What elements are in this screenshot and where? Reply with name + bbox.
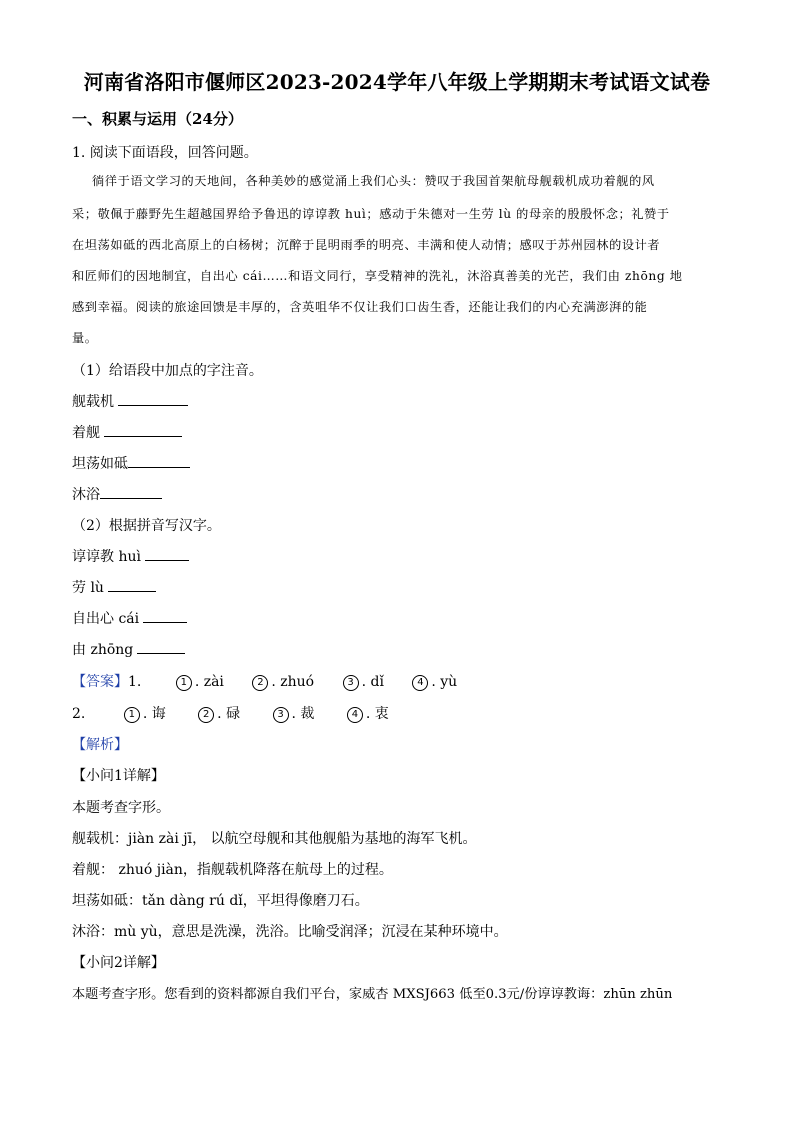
detail-line: 舰载机：jiàn zài jī， 以航空母舰和其他舰船为基地的海军飞机。 xyxy=(72,831,477,847)
answer-item xyxy=(252,674,314,691)
fill-item-label: 沐浴 xyxy=(72,487,100,503)
detail-heading-1: 【小问1详解】 xyxy=(72,768,165,784)
passage-line: 采；敬佩于藤野先生超越国界给予鲁迅的谆谆教 huì；感动于朱德对一生劳 lù 的母亲的殷殷怀念；礼赞于 xyxy=(72,207,670,221)
fill-item xyxy=(72,422,182,442)
detail-heading-2: 【小问2详解】 xyxy=(72,955,165,971)
analysis-label: 【解析】 xyxy=(72,737,128,753)
answer-number: 1. xyxy=(128,674,142,690)
fill-item xyxy=(72,453,190,473)
answer-blank[interactable] xyxy=(100,485,162,499)
fill-item xyxy=(72,484,162,504)
circled-number: 2 xyxy=(252,675,268,691)
question-stem: 1. 阅读下面语段，回答问题。 xyxy=(72,145,258,161)
answer-blank[interactable] xyxy=(108,578,156,592)
fill-item xyxy=(72,608,187,628)
answer-text: . zhuó xyxy=(271,674,315,690)
answer-text: . 碌 xyxy=(217,706,241,722)
answer-blank[interactable] xyxy=(145,547,189,561)
passage-line: 和匠师们的因地制宜，自出心 cái……和语文同行，享受精神的洗礼，沐浴真善美的光芒，我们由 zhōng 地 xyxy=(72,269,683,283)
answer-item xyxy=(347,703,389,723)
answer-item xyxy=(343,674,384,691)
subquestion-1: （1）给语段中加点的字注音。 xyxy=(72,363,263,379)
page-title: 河南省洛阳市偃师区2023-2024学年八年级上学期期末考试语文试卷 xyxy=(83,70,711,94)
passage-line: 量。 xyxy=(72,331,98,345)
circled-number: 1 xyxy=(124,707,140,723)
fill-item-label: 着舰 xyxy=(72,425,100,441)
detail-intro: 本题考查字形。您看到的资料都源自我们平台，家威杏 MXSJ663 低至0.3元/份谆谆教诲：zhūn zhūn xyxy=(72,987,673,1002)
answer-text: . zài xyxy=(194,674,224,690)
answer-blank[interactable] xyxy=(118,392,188,406)
detail-line: 着舰： zhuó jiàn，指舰载机降落在航母上的过程。 xyxy=(72,862,393,878)
passage-line: 在坦荡如砥的西北高原上的白杨树；沉醉于昆明雨季的明亮、丰满和使人动情；感叹于苏州园林的设计者 xyxy=(72,238,661,252)
circled-number: 2 xyxy=(198,707,214,723)
fill-item-label: 谆谆教 huì xyxy=(72,549,141,565)
answer-text: . 裁 xyxy=(291,706,315,722)
answer-blank[interactable] xyxy=(128,454,190,468)
fill-item-label: 劳 lù xyxy=(72,580,104,596)
answer-item xyxy=(273,703,315,723)
fill-item xyxy=(72,391,188,411)
fill-item-label: 由 zhōng xyxy=(72,642,134,658)
answer-blank[interactable] xyxy=(104,423,182,437)
detail-intro: 本题考查字形。 xyxy=(72,800,170,816)
answer-item xyxy=(412,674,457,691)
answer-number: 2. xyxy=(72,706,86,722)
fill-item xyxy=(72,546,189,566)
fill-item xyxy=(72,577,156,597)
circled-number: 1 xyxy=(176,675,192,691)
answer-text: . 诲 xyxy=(142,706,166,722)
answer-item xyxy=(176,674,224,691)
answer-row-1 xyxy=(72,671,481,691)
subquestion-2: （2）根据拼音写汉字。 xyxy=(72,518,221,534)
fill-item-label: 自出心 cái xyxy=(72,611,140,627)
detail-line: 坦荡如砥：tǎn dàng rú dǐ，平坦得像磨刀石。 xyxy=(72,893,369,909)
fill-item xyxy=(72,639,185,659)
fill-item-label: 坦荡如砥 xyxy=(72,456,128,472)
circled-number: 3 xyxy=(273,707,289,723)
answer-row-2 xyxy=(72,703,417,723)
passage-line: 徜徉于语文学习的天地间，各种美妙的感觉涌上我们心头：赞叹于我国首架航母舰载机成功着舰的风 xyxy=(92,174,655,188)
passage-line: 感到幸福。阅读的旅途回馈是丰厚的，含英咀华不仅让我们口齿生香，还能让我们的内心充满澎湃的能 xyxy=(72,300,648,314)
answer-item xyxy=(124,703,166,723)
answer-text: . 衷 xyxy=(365,706,389,722)
section-heading: 一、积累与运用（24分） xyxy=(72,110,243,128)
answer-blank[interactable] xyxy=(143,609,187,623)
circled-number: 4 xyxy=(412,675,428,691)
answer-blank[interactable] xyxy=(137,640,185,654)
circled-number: 3 xyxy=(343,675,359,691)
fill-item-label: 舰载机 xyxy=(72,394,114,410)
detail-line: 沐浴：mù yù，意思是洗澡，洗浴。比喻受润泽；沉浸在某种环境中。 xyxy=(72,924,508,940)
circled-number: 4 xyxy=(347,707,363,723)
answer-item xyxy=(198,703,240,723)
answer-label: 【答案】 xyxy=(72,674,128,690)
answer-text: . dǐ xyxy=(361,674,384,690)
answer-text: . yù xyxy=(431,674,458,690)
